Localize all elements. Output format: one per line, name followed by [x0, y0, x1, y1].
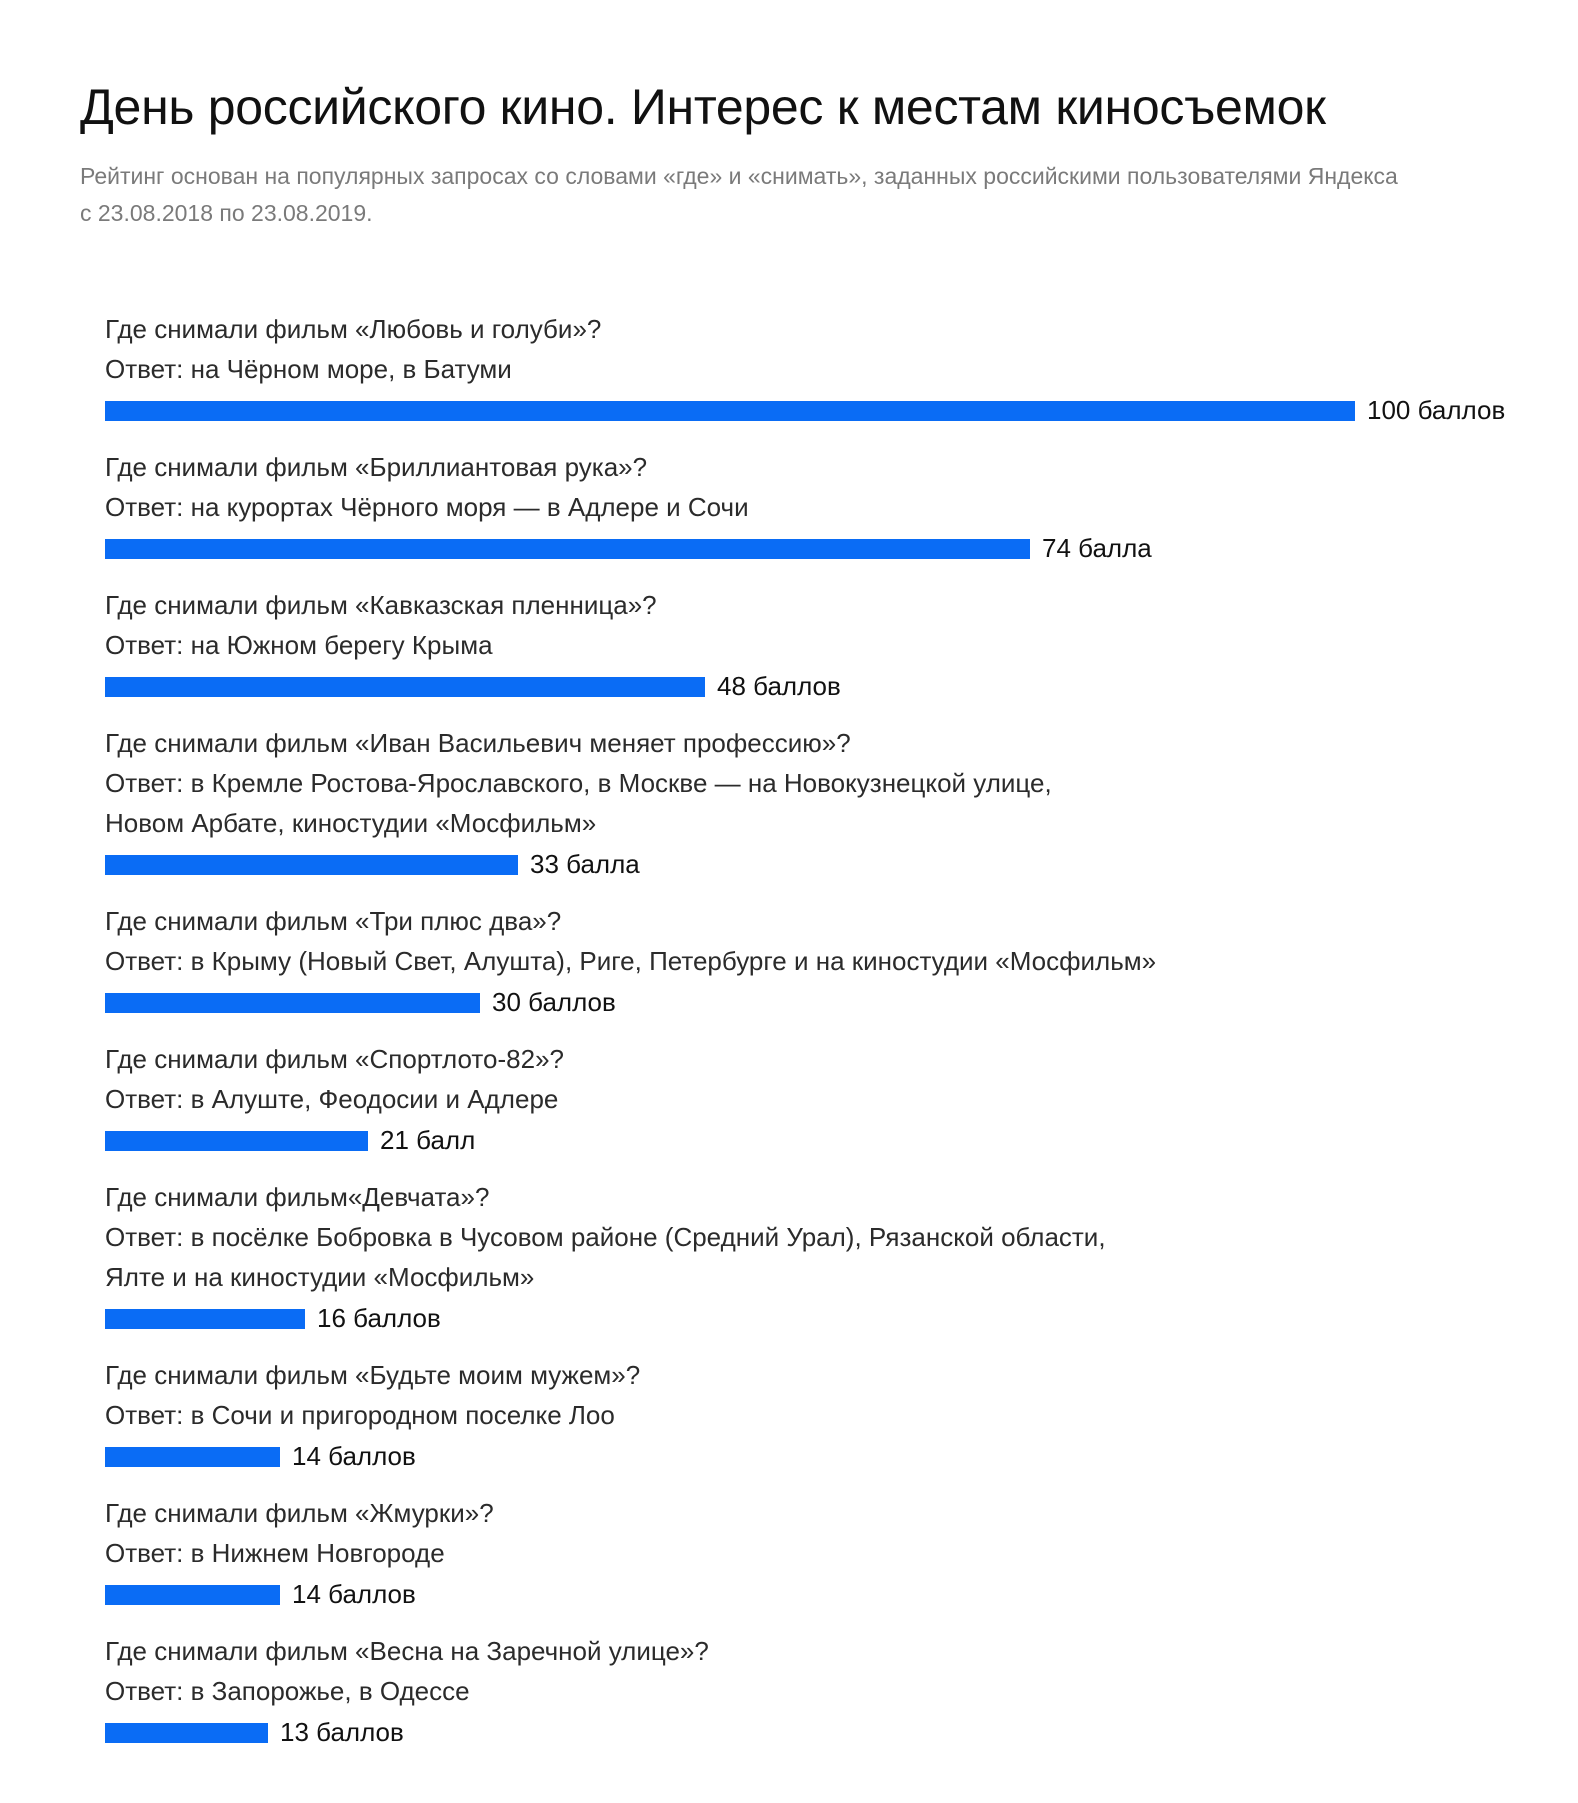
chart-item [105, 1355, 640, 1475]
bar-row [105, 843, 1052, 883]
chart-item [105, 1039, 564, 1159]
item-answer: Ялте и на киностудии «Мосфильм» [105, 1262, 535, 1292]
bar [105, 1131, 368, 1151]
item-question: Где снимали фильм«Девчата»? [105, 1182, 490, 1212]
bar-value-label: 21 балл [380, 1125, 476, 1155]
bar-value-label: 16 баллов [317, 1303, 441, 1333]
bar-row [105, 1573, 494, 1613]
bar-value-label: 14 баллов [292, 1579, 416, 1609]
bar [105, 1585, 280, 1605]
item-question: Где снимали фильм «Будьте моим мужем»? [105, 1360, 641, 1390]
bar [105, 1723, 268, 1743]
item-answer: Ответ: в Алуште, Феодосии и Адлере [105, 1084, 559, 1114]
bar [105, 401, 1355, 421]
chart-item [105, 901, 1156, 1021]
bar-value-label: 30 баллов [492, 987, 616, 1017]
item-answer: Новом Арбате, киностудии «Мосфильм» [105, 808, 597, 838]
item-question: Где снимали фильм «Иван Васильевич меняет профессию»? [105, 728, 851, 758]
chart-item [105, 1177, 1106, 1337]
bar [105, 1447, 280, 1467]
bar-value-label: 48 баллов [717, 671, 841, 701]
page-subtitle: Рейтинг основан на популярных запросах со словами «где» и «снимать», заданных российскими пользователями Яндекса с 23.08.2018 по 23.08.2019. [80, 163, 1398, 226]
bar-row [105, 981, 1156, 1021]
bar-row [105, 1435, 640, 1475]
bar-row [105, 389, 1506, 429]
chart-item [105, 1493, 494, 1613]
item-question: Где снимали фильм «Весна на Заречной улице»? [105, 1636, 709, 1666]
bar [105, 677, 705, 697]
item-answer: Ответ: на курортах Чёрного моря — в Адлере и Сочи [105, 492, 749, 522]
chart-item [105, 723, 1052, 883]
item-question: Где снимали фильм «Три плюс два»? [105, 906, 562, 936]
page-title: День российского кино. Интерес к местам киносъемок [80, 79, 1326, 135]
bar-value-label: 100 баллов [1367, 395, 1506, 425]
bar [105, 855, 518, 875]
bar [105, 1309, 305, 1329]
chart-item [105, 1631, 709, 1751]
item-answer: Ответ: в Нижнем Новгороде [105, 1538, 445, 1568]
bar-row [105, 1119, 564, 1159]
bar-row [105, 665, 841, 705]
item-question: Где снимали фильм «Жмурки»? [105, 1498, 494, 1528]
item-answer: Ответ: на Южном берегу Крыма [105, 630, 493, 660]
item-answer: Ответ: в посёлке Бобровка в Чусовом районе (Средний Урал), Рязанской области, [105, 1222, 1106, 1252]
item-question: Где снимали фильм «Спортлото-82»? [105, 1044, 564, 1074]
chart-item [105, 447, 1152, 567]
chart-item [105, 585, 841, 705]
item-answer: Ответ: в Крыму (Новый Свет, Алушта), Риге, Петербурге и на киностудии «Мосфильм» [105, 946, 1157, 976]
item-answer: Ответ: в Запорожье, в Одессе [105, 1676, 470, 1706]
item-question: Где снимали фильм «Кавказская пленница»? [105, 590, 657, 620]
bar-row [105, 1297, 1106, 1337]
item-question: Где снимали фильм «Любовь и голуби»? [105, 314, 602, 344]
bar-value-label: 14 баллов [292, 1441, 416, 1471]
bar [105, 993, 480, 1013]
chart-item [105, 309, 1506, 429]
bar-value-label: 33 балла [530, 849, 640, 879]
bar-row [105, 1711, 709, 1751]
item-question: Где снимали фильм «Бриллиантовая рука»? [105, 452, 648, 482]
item-answer: Ответ: в Кремле Ростова-Ярославского, в Москве — на Новокузнецкой улице, [105, 768, 1052, 798]
bar [105, 539, 1030, 559]
bar-value-label: 74 балла [1042, 533, 1152, 563]
item-answer: Ответ: на Чёрном море, в Батуми [105, 354, 512, 384]
bar-value-label: 13 баллов [280, 1717, 404, 1747]
bar-row [105, 527, 1152, 567]
item-answer: Ответ: в Сочи и пригородном поселке Лоо [105, 1400, 615, 1430]
